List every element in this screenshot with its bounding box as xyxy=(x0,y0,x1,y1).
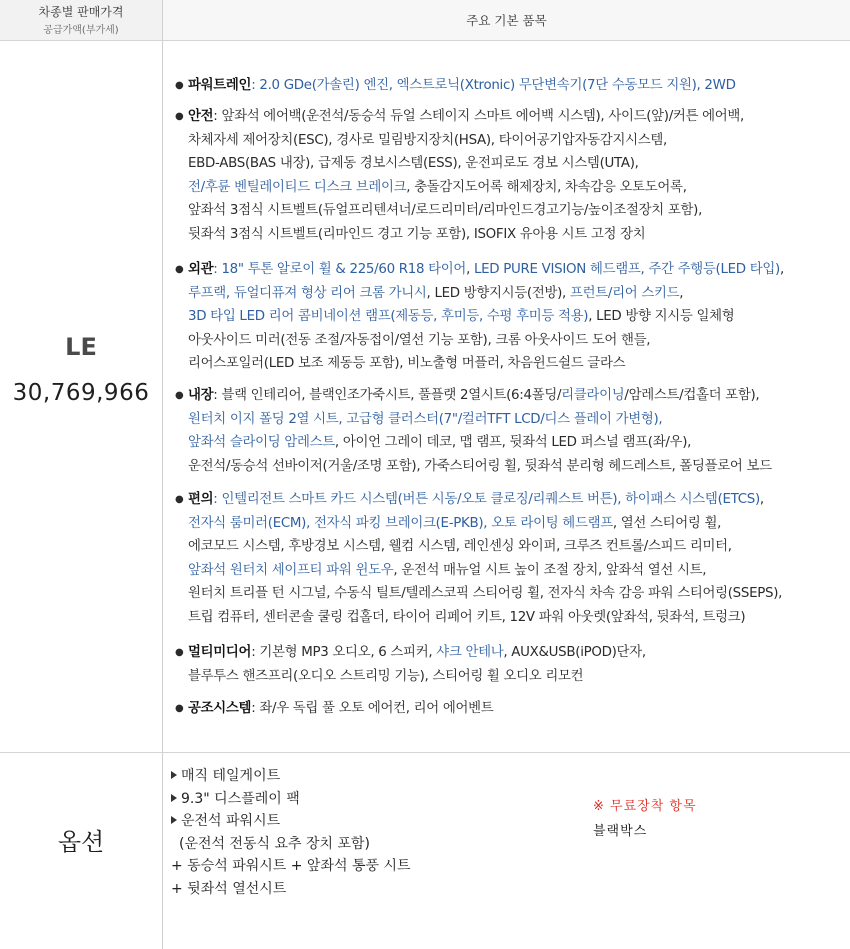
exterior-line: , xyxy=(679,285,684,301)
multimedia-highlight: 샤크 안테나 xyxy=(436,645,504,660)
option-item: (운전석 전동식 요추 장치 포함) xyxy=(179,835,371,852)
header-divider xyxy=(0,40,850,41)
exterior-highlight: : 18" 투톤 알로이 휠 & 225/60 R18 타이어 xyxy=(213,262,467,277)
free-install-title: ※ 무료장착 항목 xyxy=(593,799,697,814)
interior-line: : 블랙 인테리어, 블랙인조가죽시트, 풀플랫 2열시트(6:4폴딩/ xyxy=(213,388,562,403)
option-item: + 동승석 파워시트 + 앞좌석 통풍 시트 xyxy=(171,858,411,874)
interior-line: /암레스트/컵홀더 포함), xyxy=(624,388,760,403)
convenience-line: , xyxy=(759,492,764,507)
exterior-highlight: LED PURE VISION 헤드램프, 주간 주행등(LED 타입) xyxy=(473,262,780,277)
interior-line: , 아이언 그레이 데코, 맵 램프, 뒷좌석 LED 퍼스널 램프(좌/우), xyxy=(334,435,692,450)
safety-line: : 앞좌석 에어백(운전석/동승석 듀얼 스테이지 스마트 에어백 시스템), 사이드(앞)/커튼 에어백, xyxy=(213,109,745,124)
trim-name: LE xyxy=(65,333,97,361)
option-item: + 뒷좌석 열선시트 xyxy=(171,880,287,897)
triangle-bullet-icon xyxy=(171,771,177,779)
exterior-line: 아웃사이드 미러(전동 조절/자동접이/열선 기능 포함), 크롬 아웃사이드 도어 핸들, xyxy=(188,332,651,348)
multimedia-line: , AUX&USB(iPOD)단자, xyxy=(503,645,646,660)
convenience-highlight: 전자식 룸미러(ECM), 전자식 파킹 브레이크(E-PKB), 오토 라이팅 헤드램프 xyxy=(188,515,613,531)
exterior-highlight: 프런트/리어 스키드 xyxy=(569,285,680,301)
convenience-line: , 열선 스티어링 휠, xyxy=(612,515,722,531)
bullet-icon: ● xyxy=(175,703,184,714)
convenience-line: , 운전석 매뉴얼 시트 높이 조절 장치, 앞좌석 열선 시트, xyxy=(393,562,707,578)
bullet-icon: ● xyxy=(175,264,184,275)
safety-highlight: 전/후륜 벤틸레이티드 디스크 브레이크 xyxy=(188,179,407,195)
bullet-icon: ● xyxy=(175,647,184,658)
safety-line: , 충돌감지도어록 해제장치, 차속감응 오토도어록, xyxy=(406,179,687,195)
interior-highlight: 원터치 이지 폴딩 2열 시트, 고급형 클러스터(7"/컬러TFT LCD/디스 플레이 가변형), xyxy=(188,411,663,427)
interior-highlight: 앞좌석 슬라이딩 암레스트 xyxy=(188,435,335,450)
free-install-item: 블랙박스 xyxy=(593,824,648,839)
section-multimedia xyxy=(175,641,845,688)
climate-line: : 좌/우 독립 풀 오토 에어컨, 리어 에어벤트 xyxy=(251,701,494,716)
header-features-title: 주요 기본 품목 xyxy=(466,13,547,28)
triangle-bullet-icon xyxy=(171,794,177,802)
powertrain-line: : 2.0 GDe(가솔린) 엔진, 엑스트로닉(Xtronic) 무단변속기(7단 수동모드 지원), 2WD xyxy=(251,78,736,93)
section-climate xyxy=(175,697,845,721)
exterior-line: , xyxy=(779,262,784,277)
bullet-icon: ● xyxy=(175,111,184,122)
safety-line: EBD-ABS(BAS 내장), 급제동 경보시스템(ESS), 운전피로도 경보 시스템(UTA), xyxy=(188,156,639,171)
convenience-line: 트립 컴퓨터, 센터콘솔 쿨링 컵홀더, 타이어 리페어 키트, 12V 파워 아웃렛(앞좌석, 뒷좌석, 트렁크) xyxy=(188,609,746,625)
exterior-line: , LED 방향 지시등 일체형 xyxy=(588,309,735,324)
bullet-icon: ● xyxy=(175,80,184,91)
bullet-icon: ● xyxy=(175,390,184,401)
convenience-highlight: : 인텔리전트 스마트 카드 시스템(버튼 시동/오토 클로징/리퀘스트 버튼), 하이패스 시스템(ETCS) xyxy=(213,492,760,507)
section-powertrain xyxy=(175,74,845,98)
convenience-line: 원터치 트리플 턴 시그널, 수동식 틸트/텔레스코픽 스티어링 휠, 전자식 차속 감응 파워 스티어링(SSEPS), xyxy=(188,586,783,601)
exterior-line: , LED 방향지시등(전방), xyxy=(426,285,570,301)
section-label: 파워트레인 xyxy=(188,78,252,93)
safety-line: 앞좌석 3점식 시트벨트(듀얼프리텐셔너/로드리미터/리마인드경고기능/높이조절장치 포함), xyxy=(188,203,703,218)
section-label: 안전 xyxy=(188,109,214,124)
section-interior xyxy=(175,384,845,478)
safety-line: 뒷좌석 3점식 시트벨트(리마인드 경고 기능 포함), ISOFIX 유아용 시트 고정 장치 xyxy=(188,226,646,242)
section-convenience xyxy=(175,488,845,629)
convenience-highlight: 앞좌석 원터치 세이프티 파워 윈도우 xyxy=(188,562,394,578)
safety-line: 차체자세 제어장치(ESC), 경사로 밀림방지장치(HSA), 타이어공기압자동감지시스템, xyxy=(188,132,667,148)
row-divider xyxy=(0,752,850,753)
exterior-line: , xyxy=(466,262,474,277)
column-divider xyxy=(162,0,163,949)
header-price-subtitle: 공급가액(부가세) xyxy=(43,25,119,36)
option-item: 9.3" 디스플레이 팩 xyxy=(181,790,300,807)
section-label: 외관 xyxy=(188,262,214,277)
multimedia-line: 블루투스 핸즈프리(오디오 스트리밍 기능), 스티어링 휠 오디오 리모컨 xyxy=(188,668,584,684)
option-item: 운전석 파워시트 xyxy=(181,813,281,829)
convenience-line: 에코모드 시스템, 후방경보 시스템, 웰컴 시스템, 레인센싱 와이퍼, 크루즈 컨트롤/스피드 리미터, xyxy=(188,539,732,554)
interior-line: 운전석/동승석 선바이저(거울/조명 포함), 가죽스티어링 휠, 뒷좌석 분리형 헤드레스트, 폴딩플로어 보드 xyxy=(188,458,772,474)
section-label: 내장 xyxy=(188,388,214,403)
section-label: 편의 xyxy=(188,492,214,507)
interior-highlight: 리클라이닝 xyxy=(561,388,625,403)
multimedia-line: : 기본형 MP3 오디오, 6 스피커, xyxy=(251,645,437,660)
options-heading: 옵션 xyxy=(57,828,105,856)
section-label: 공조시스템 xyxy=(188,701,252,716)
option-item: 매직 테일게이트 xyxy=(181,768,281,784)
bullet-icon: ● xyxy=(175,494,184,505)
header-price-title: 차종별 판매가격 xyxy=(38,5,124,19)
exterior-highlight: 3D 타입 LED 리어 콤비네이션 램프(제동등, 후미등, 수평 후미등 적용) xyxy=(188,309,589,324)
triangle-bullet-icon xyxy=(171,816,177,824)
options-list xyxy=(171,765,411,900)
exterior-highlight: 루프랙, 듀얼디퓨져 형상 리어 크롬 가니시 xyxy=(188,285,427,301)
section-safety xyxy=(175,105,845,246)
section-label: 멀티미디어 xyxy=(188,645,252,660)
section-exterior xyxy=(175,258,845,376)
exterior-line: 리어스포일러(LED 보조 제동등 포함), 비노출형 머플러, 차음윈드쉴드 글라스 xyxy=(188,356,626,371)
trim-price: 30,769,966 xyxy=(12,380,150,406)
